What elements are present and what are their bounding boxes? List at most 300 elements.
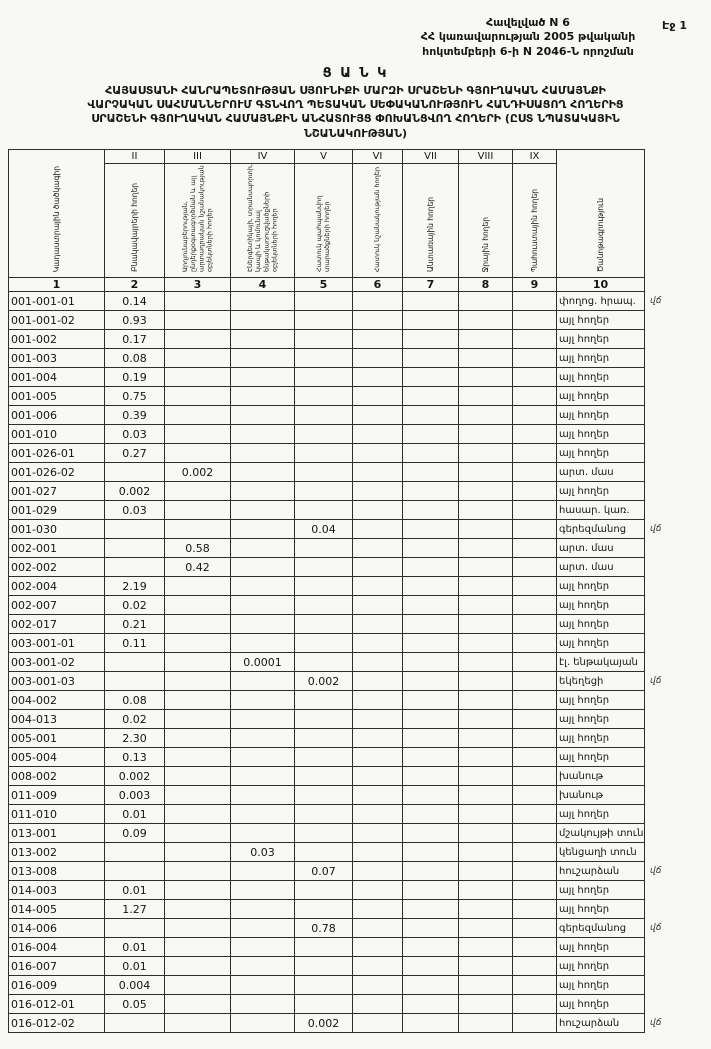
area-value-cell (403, 995, 459, 1014)
area-value-cell (105, 520, 165, 539)
margin-annotation (645, 786, 669, 805)
table-row (9, 539, 669, 558)
area-value-cell (403, 805, 459, 824)
area-value-cell (165, 824, 231, 843)
column-header-protected-areas (295, 164, 353, 278)
area-value-cell (459, 292, 513, 311)
area-value-cell: 0.02 (105, 710, 165, 729)
area-value-cell (353, 539, 403, 558)
area-value-cell (295, 558, 353, 577)
area-value-cell: 0.03 (105, 501, 165, 520)
area-value-cell (403, 539, 459, 558)
area-value-cell (231, 330, 295, 349)
area-value-cell: 0.93 (105, 311, 165, 330)
area-value-cell (403, 349, 459, 368)
area-value-cell (165, 349, 231, 368)
area-value-cell (459, 786, 513, 805)
area-value-cell (403, 558, 459, 577)
area-value-cell (403, 767, 459, 786)
area-value-cell (165, 406, 231, 425)
area-value-cell (459, 444, 513, 463)
area-value-cell: 0.03 (231, 843, 295, 862)
area-value-cell (403, 368, 459, 387)
margin-annotation: վճ (650, 923, 662, 934)
margin-annotation (645, 482, 669, 501)
note-cell: այլ հողեր (557, 406, 645, 425)
area-value-cell (295, 995, 353, 1014)
area-value-cell (295, 843, 353, 862)
area-value-cell (165, 729, 231, 748)
area-value-cell (295, 938, 353, 957)
area-value-cell (403, 938, 459, 957)
area-value-cell (105, 463, 165, 482)
margin-annotation (645, 406, 669, 425)
area-value-cell (353, 805, 403, 824)
area-value-cell (353, 558, 403, 577)
note-cell: մշակույթի տուն (557, 824, 645, 843)
table-row (9, 710, 669, 729)
area-value-cell (105, 919, 165, 938)
area-value-cell (459, 900, 513, 919)
area-value-cell (231, 957, 295, 976)
margin-annotation (645, 957, 669, 976)
area-value-cell (459, 482, 513, 501)
area-value-cell (459, 938, 513, 957)
column-number: 6 (353, 278, 403, 292)
area-value-cell (403, 482, 459, 501)
area-value-cell (165, 653, 231, 672)
area-value-cell (459, 672, 513, 691)
area-value-cell: 0.58 (165, 539, 231, 558)
cadastral-code-cell: 001-026-02 (9, 463, 105, 482)
cadastral-code-cell: 014-003 (9, 881, 105, 900)
cadastral-code-cell: 001-005 (9, 387, 105, 406)
area-value-cell: 0.01 (105, 957, 165, 976)
area-value-cell (513, 729, 557, 748)
area-value-cell (165, 672, 231, 691)
note-cell: այլ հողեր (557, 957, 645, 976)
margin-annotation (645, 558, 669, 577)
area-value-cell (513, 520, 557, 539)
area-value-cell: 0.21 (105, 615, 165, 634)
area-value-cell (459, 1014, 513, 1033)
note-cell: այլ հողեր (557, 349, 645, 368)
margin-column (645, 150, 669, 292)
table-row (9, 387, 669, 406)
area-value-cell (403, 615, 459, 634)
cadastral-code-cell: 001-001-01 (9, 292, 105, 311)
cadastral-code-cell: 001-006 (9, 406, 105, 425)
cadastral-code-cell: 005-001 (9, 729, 105, 748)
area-value-cell (231, 482, 295, 501)
area-value-cell (105, 843, 165, 862)
area-value-cell (353, 881, 403, 900)
area-value-cell (513, 957, 557, 976)
area-value-cell (295, 767, 353, 786)
area-value-cell: 0.02 (105, 596, 165, 615)
area-value-cell (353, 710, 403, 729)
area-value-cell (403, 862, 459, 881)
area-value-cell: 0.19 (105, 368, 165, 387)
area-value-cell (295, 691, 353, 710)
area-value-cell (165, 330, 231, 349)
table-row (9, 558, 669, 577)
cadastral-code-cell: 016-009 (9, 976, 105, 995)
margin-annotation (645, 843, 669, 862)
cadastral-code-cell: 016-012-02 (9, 1014, 105, 1033)
area-value-cell: 0.42 (165, 558, 231, 577)
area-value-cell (353, 406, 403, 425)
table-row (9, 406, 669, 425)
area-value-cell (231, 824, 295, 843)
area-value-cell (459, 881, 513, 900)
area-value-cell (459, 577, 513, 596)
heading-line: ՎԱՐՉԱԿԱՆ ՍԱՀՄԱՆՆԵՐՈՒՄ ԳՏՆՎՈՂ ՊԵՏԱԿԱՆ ՍԵՓԱԿԱՆՈՒԹՅՈՒՆ ՀԱՆԴԻՍԱՑՈՂ ՀՈՂԵՐԻՑ (87, 98, 624, 112)
column-number: 4 (231, 278, 295, 292)
area-value-cell (231, 805, 295, 824)
area-value-cell: 0.11 (105, 634, 165, 653)
area-value-cell (353, 349, 403, 368)
area-value-cell (231, 596, 295, 615)
table-row (9, 368, 669, 387)
area-value-cell: 0.13 (105, 748, 165, 767)
cadastral-code-cell: 013-008 (9, 862, 105, 881)
area-value-cell (403, 919, 459, 938)
margin-annotation (645, 653, 669, 672)
table-row (9, 501, 669, 520)
roman-numeral: V (295, 150, 353, 164)
area-value-cell (295, 653, 353, 672)
area-value-cell (403, 596, 459, 615)
note-cell: այլ հողեր (557, 387, 645, 406)
cadastral-code-cell: 002-001 (9, 539, 105, 558)
area-value-cell (295, 615, 353, 634)
cadastral-code-cell: 001-004 (9, 368, 105, 387)
roman-numeral-row (9, 150, 669, 164)
area-value-cell (353, 368, 403, 387)
cadastral-code-cell: 004-013 (9, 710, 105, 729)
area-value-cell (165, 843, 231, 862)
area-value-cell (231, 1014, 295, 1033)
area-value-cell (165, 634, 231, 653)
margin-annotation (645, 577, 669, 596)
cadastral-code-cell: 016-004 (9, 938, 105, 957)
note-cell: այլ հողեր (557, 995, 645, 1014)
column-header-label: Բնակավայրերի հողեր (129, 183, 139, 273)
area-value-cell (513, 805, 557, 824)
area-value-cell: 2.30 (105, 729, 165, 748)
column-header-energy-transport (231, 164, 295, 278)
area-value-cell (295, 748, 353, 767)
area-value-cell (231, 406, 295, 425)
area-value-cell (403, 957, 459, 976)
column-header-label: Արդյունաբերության, ընդերքօգտագործման և այլ արտադրական նշանակության օբյեկտների հողեր (181, 165, 214, 273)
note-cell: այլ հողեր (557, 482, 645, 501)
area-value-cell (403, 881, 459, 900)
area-value-cell (513, 349, 557, 368)
area-value-cell: 0.01 (105, 805, 165, 824)
area-value-cell: 0.002 (165, 463, 231, 482)
area-value-cell (353, 938, 403, 957)
area-value-cell (231, 311, 295, 330)
area-value-cell (295, 406, 353, 425)
area-value-cell (105, 558, 165, 577)
margin-annotation (645, 311, 669, 330)
area-value-cell (459, 748, 513, 767)
table-row (9, 748, 669, 767)
cadastral-code-cell: 002-017 (9, 615, 105, 634)
cadastral-code-cell: 001-003 (9, 349, 105, 368)
area-value-cell (403, 406, 459, 425)
cadastral-code-cell: 003-001-02 (9, 653, 105, 672)
area-value-cell (403, 387, 459, 406)
area-value-cell (353, 615, 403, 634)
note-cell: խանութ (557, 786, 645, 805)
margin-annotation (645, 330, 669, 349)
area-value-cell (353, 843, 403, 862)
column-number: 2 (105, 278, 165, 292)
area-value-cell (403, 976, 459, 995)
column-header-label: Ջրային հողեր (480, 216, 490, 273)
roman-numeral: IV (231, 150, 295, 164)
area-value-cell (459, 729, 513, 748)
column-header-reserve (513, 164, 557, 278)
area-value-cell (513, 463, 557, 482)
area-value-cell (513, 938, 557, 957)
area-value-cell (165, 805, 231, 824)
table-row (9, 444, 669, 463)
area-value-cell (295, 634, 353, 653)
area-value-cell (295, 311, 353, 330)
table-row (9, 311, 669, 330)
area-value-cell (353, 596, 403, 615)
area-value-cell (459, 387, 513, 406)
area-value-cell (403, 1014, 459, 1033)
area-value-cell (353, 520, 403, 539)
area-value-cell (403, 786, 459, 805)
note-cell: այլ հողեր (557, 444, 645, 463)
doc-title: Ց Ա Ն Կ (322, 65, 389, 81)
notes-header-label: Ծանոթագրություն (595, 197, 605, 273)
area-value-cell (105, 653, 165, 672)
margin-annotation (645, 938, 669, 957)
note-cell: այլ հողեր (557, 330, 645, 349)
table-row (9, 653, 669, 672)
heading-line: ՆՇԱՆԱԿՈՒԹՅԱՆ) (304, 126, 407, 140)
area-value-cell (295, 786, 353, 805)
note-cell: կենցաղի տուն (557, 843, 645, 862)
area-value-cell: 0.39 (105, 406, 165, 425)
area-value-cell (353, 311, 403, 330)
note-cell: գերեզմանոց (557, 919, 645, 938)
area-value-cell (353, 824, 403, 843)
document-heading (0, 84, 711, 141)
margin-annotation (645, 881, 669, 900)
area-value-cell (165, 501, 231, 520)
area-value-cell (231, 634, 295, 653)
note-cell: արտ. մաս (557, 463, 645, 482)
area-value-cell (231, 995, 295, 1014)
area-value-cell (295, 368, 353, 387)
column-number: 5 (295, 278, 353, 292)
table-row (9, 691, 669, 710)
area-value-cell (353, 976, 403, 995)
notes-header (557, 150, 645, 278)
column-header-label: Անտառային հողեր (425, 197, 435, 273)
cadastral-code-cell: 002-004 (9, 577, 105, 596)
note-cell: այլ հողեր (557, 729, 645, 748)
table-row (9, 919, 669, 938)
area-value-cell (295, 349, 353, 368)
area-value-cell: 0.09 (105, 824, 165, 843)
area-value-cell (165, 691, 231, 710)
area-value-cell (459, 406, 513, 425)
area-value-cell (295, 805, 353, 824)
column-header-label: Հատուկ պահպանվող տարածքների հողեր (315, 195, 332, 273)
area-value-cell (353, 501, 403, 520)
area-value-cell (403, 748, 459, 767)
area-value-cell (459, 767, 513, 786)
margin-annotation (645, 710, 669, 729)
area-value-cell (353, 653, 403, 672)
area-value-cell (459, 463, 513, 482)
area-value-cell: 0.002 (105, 482, 165, 501)
area-value-cell (459, 520, 513, 539)
area-value-cell: 0.08 (105, 349, 165, 368)
table-row (9, 292, 669, 311)
area-value-cell: 0.0001 (231, 653, 295, 672)
area-value-cell (165, 976, 231, 995)
area-value-cell (513, 1014, 557, 1033)
cadastral-code-cell: 005-004 (9, 748, 105, 767)
area-value-cell (353, 387, 403, 406)
margin-annotation: վճ (650, 676, 662, 687)
area-value-cell (295, 425, 353, 444)
area-value-cell (459, 995, 513, 1014)
area-value-cell (295, 976, 353, 995)
table-row (9, 900, 669, 919)
note-cell: հասար. կառ. (557, 501, 645, 520)
cadastral-code-cell: 003-001-03 (9, 672, 105, 691)
area-value-cell (513, 653, 557, 672)
area-value-cell: 0.03 (105, 425, 165, 444)
column-header-industrial (165, 164, 231, 278)
area-value-cell (165, 919, 231, 938)
area-value-cell (295, 387, 353, 406)
area-value-cell (403, 501, 459, 520)
area-value-cell: 0.01 (105, 938, 165, 957)
area-value-cell (165, 615, 231, 634)
area-value-cell (353, 919, 403, 938)
area-value-cell (513, 786, 557, 805)
area-value-cell (513, 710, 557, 729)
area-value-cell (513, 824, 557, 843)
roman-numeral: VI (353, 150, 403, 164)
note-cell: էլ. ենթակայան (557, 653, 645, 672)
cadastral-code-cell: 008-002 (9, 767, 105, 786)
note-cell: այլ հողեր (557, 311, 645, 330)
table-row (9, 881, 669, 900)
area-value-cell (459, 710, 513, 729)
area-value-cell (231, 786, 295, 805)
margin-annotation (645, 387, 669, 406)
page-number: Էջ 1 (662, 19, 687, 32)
area-value-cell (165, 957, 231, 976)
note-cell: այլ հողեր (557, 881, 645, 900)
area-value-cell (165, 311, 231, 330)
area-value-cell (353, 482, 403, 501)
note-cell: այլ հողեր (557, 615, 645, 634)
note-cell: հուշարձան (557, 862, 645, 881)
note-cell: եկեղեցի (557, 672, 645, 691)
margin-annotation (645, 349, 669, 368)
note-cell: այլ հողեր (557, 691, 645, 710)
area-value-cell (513, 558, 557, 577)
area-value-cell (165, 786, 231, 805)
area-value-cell (513, 995, 557, 1014)
table-row (9, 672, 669, 691)
cadastral-code-cell: 001-027 (9, 482, 105, 501)
area-value-cell (459, 311, 513, 330)
area-value-cell: 0.27 (105, 444, 165, 463)
area-value-cell (165, 995, 231, 1014)
column-number: 1 (9, 278, 105, 292)
area-value-cell (231, 900, 295, 919)
column-header-label: Էներգետիկայի, տրանսպորտի, կապի և կոմունալ ենթակառուցվածքների օբյեկտների հողեր (246, 164, 279, 273)
area-value-cell (295, 539, 353, 558)
area-value-cell: 0.05 (105, 995, 165, 1014)
area-value-cell (513, 311, 557, 330)
area-value-cell (231, 672, 295, 691)
margin-annotation (645, 900, 669, 919)
column-header-label: Պահուստային հողեր (529, 188, 539, 273)
area-value-cell (105, 539, 165, 558)
area-value-cell (165, 292, 231, 311)
cadastral-code-cell: 013-002 (9, 843, 105, 862)
area-value-cell (231, 881, 295, 900)
table-row (9, 482, 669, 501)
area-value-cell (353, 691, 403, 710)
area-value-cell (513, 387, 557, 406)
note-cell: այլ հողեր (557, 976, 645, 995)
area-value-cell: 0.002 (295, 1014, 353, 1033)
area-value-cell (403, 463, 459, 482)
area-value-cell (231, 539, 295, 558)
area-value-cell (231, 976, 295, 995)
area-value-cell (165, 596, 231, 615)
area-value-cell (353, 995, 403, 1014)
area-value-cell (403, 653, 459, 672)
note-cell: այլ հողեր (557, 577, 645, 596)
note-cell: փողոց. հրապ. (557, 292, 645, 311)
note-cell: այլ հողեր (557, 596, 645, 615)
area-value-cell (513, 748, 557, 767)
area-value-cell (165, 938, 231, 957)
area-value-cell (231, 710, 295, 729)
area-value-cell (295, 729, 353, 748)
area-value-cell (459, 330, 513, 349)
area-value-cell (459, 824, 513, 843)
area-value-cell (353, 444, 403, 463)
area-value-cell (513, 843, 557, 862)
area-value-cell (165, 710, 231, 729)
area-value-cell (459, 615, 513, 634)
area-value-cell (459, 919, 513, 938)
area-value-cell (353, 672, 403, 691)
area-value-cell (459, 596, 513, 615)
heading-line: ՀԱՅԱՍՏԱՆԻ ՀԱՆՐԱՊԵՏՈՒԹՅԱՆ ՍՅՈՒՆԻՔԻ ՄԱՐԶԻ ՍՐԱՇԵՆԻ ԳՅՈՒՂԱԿԱՆ ՀԱՄԱՅՆՔԻ (105, 83, 606, 97)
cadastral-code-cell: 013-001 (9, 824, 105, 843)
